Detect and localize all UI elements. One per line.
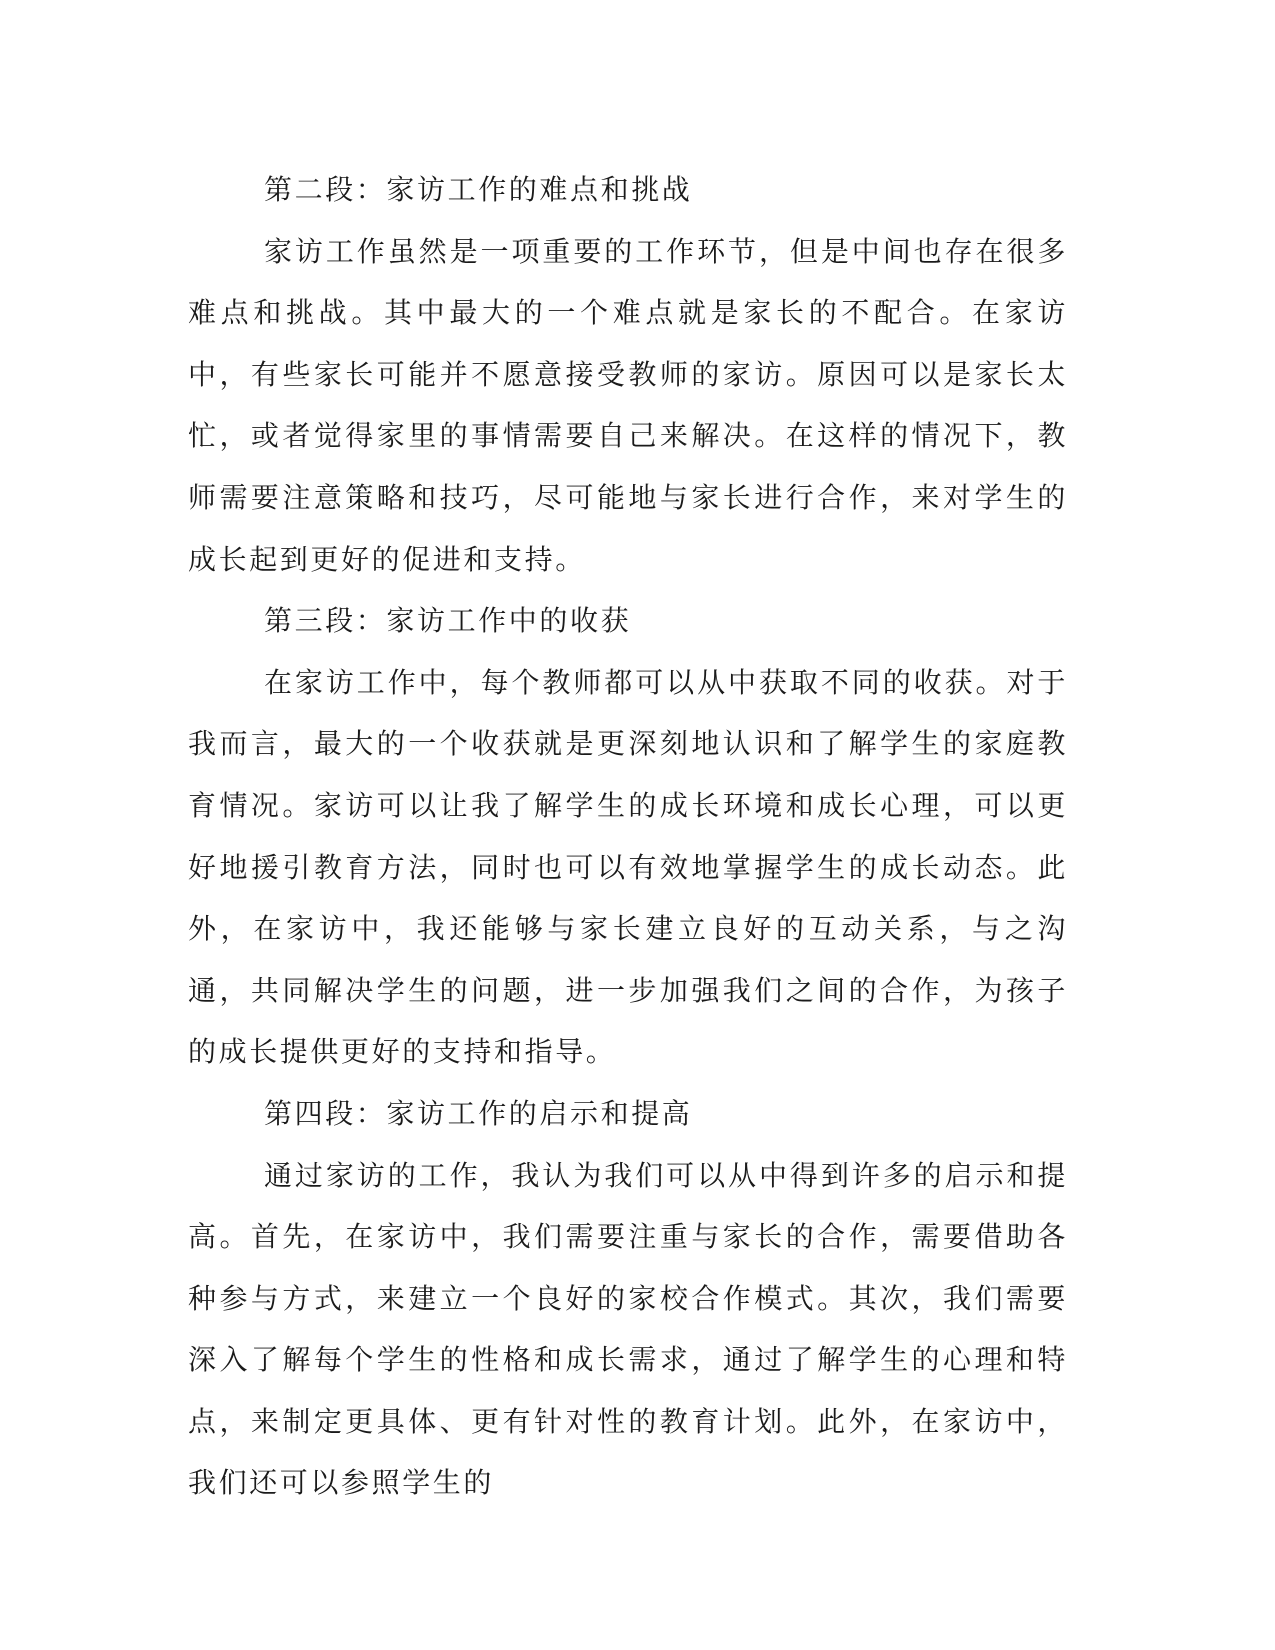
section-heading-4: 第四段：家访工作的启示和提高 — [264, 1096, 693, 1130]
document-body — [188, 159, 1068, 1514]
section-paragraph-2: 家访工作虽然是一项重要的工作环节，但是中间也存在很多难点和挑战。其中最大的一个难点就是家长的不配合。在家访中，有些家长可能并不愿意接受教师的家访。原因可以是家长太忙，或者觉得家里的事情需要自己来解决。在这样的情况下，教师需要注意策略和技巧，尽可能地与家长进行合作，来对学生的成长起到更好的促进和支持。 — [188, 234, 1068, 576]
section-paragraph-3: 在家访工作中，每个教师都可以从中获取不同的收获。对于我而言，最大的一个收获就是更深刻地认识和了解学生的家庭教育情况。家访可以让我了解学生的成长环境和成长心理，可以更好地援引教育方法，同时也可以有效地掌握学生的成长动态。此外，在家访中，我还能够与家长建立良好的互动关系，与之沟通，共同解决学生的问题，进一步加强我们之间的合作，为孩子的成长提供更好的支持和指导。 — [188, 665, 1068, 1069]
section-paragraph-4: 通过家访的工作，我认为我们可以从中得到许多的启示和提高。首先，在家访中，我们需要注重与家长的合作，需要借助各种参与方式，来建立一个良好的家校合作模式。其次，我们需要深入了解每个学生的性格和成长需求，通过了解学生的心理和特点，来制定更具体、更有针对性的教育计划。此外，在家访中，我们还可以参照学生的 — [188, 1158, 1068, 1500]
section-heading-3: 第三段：家访工作中的收获 — [264, 604, 632, 638]
section-heading-2: 第二段：家访工作的难点和挑战 — [264, 173, 693, 206]
